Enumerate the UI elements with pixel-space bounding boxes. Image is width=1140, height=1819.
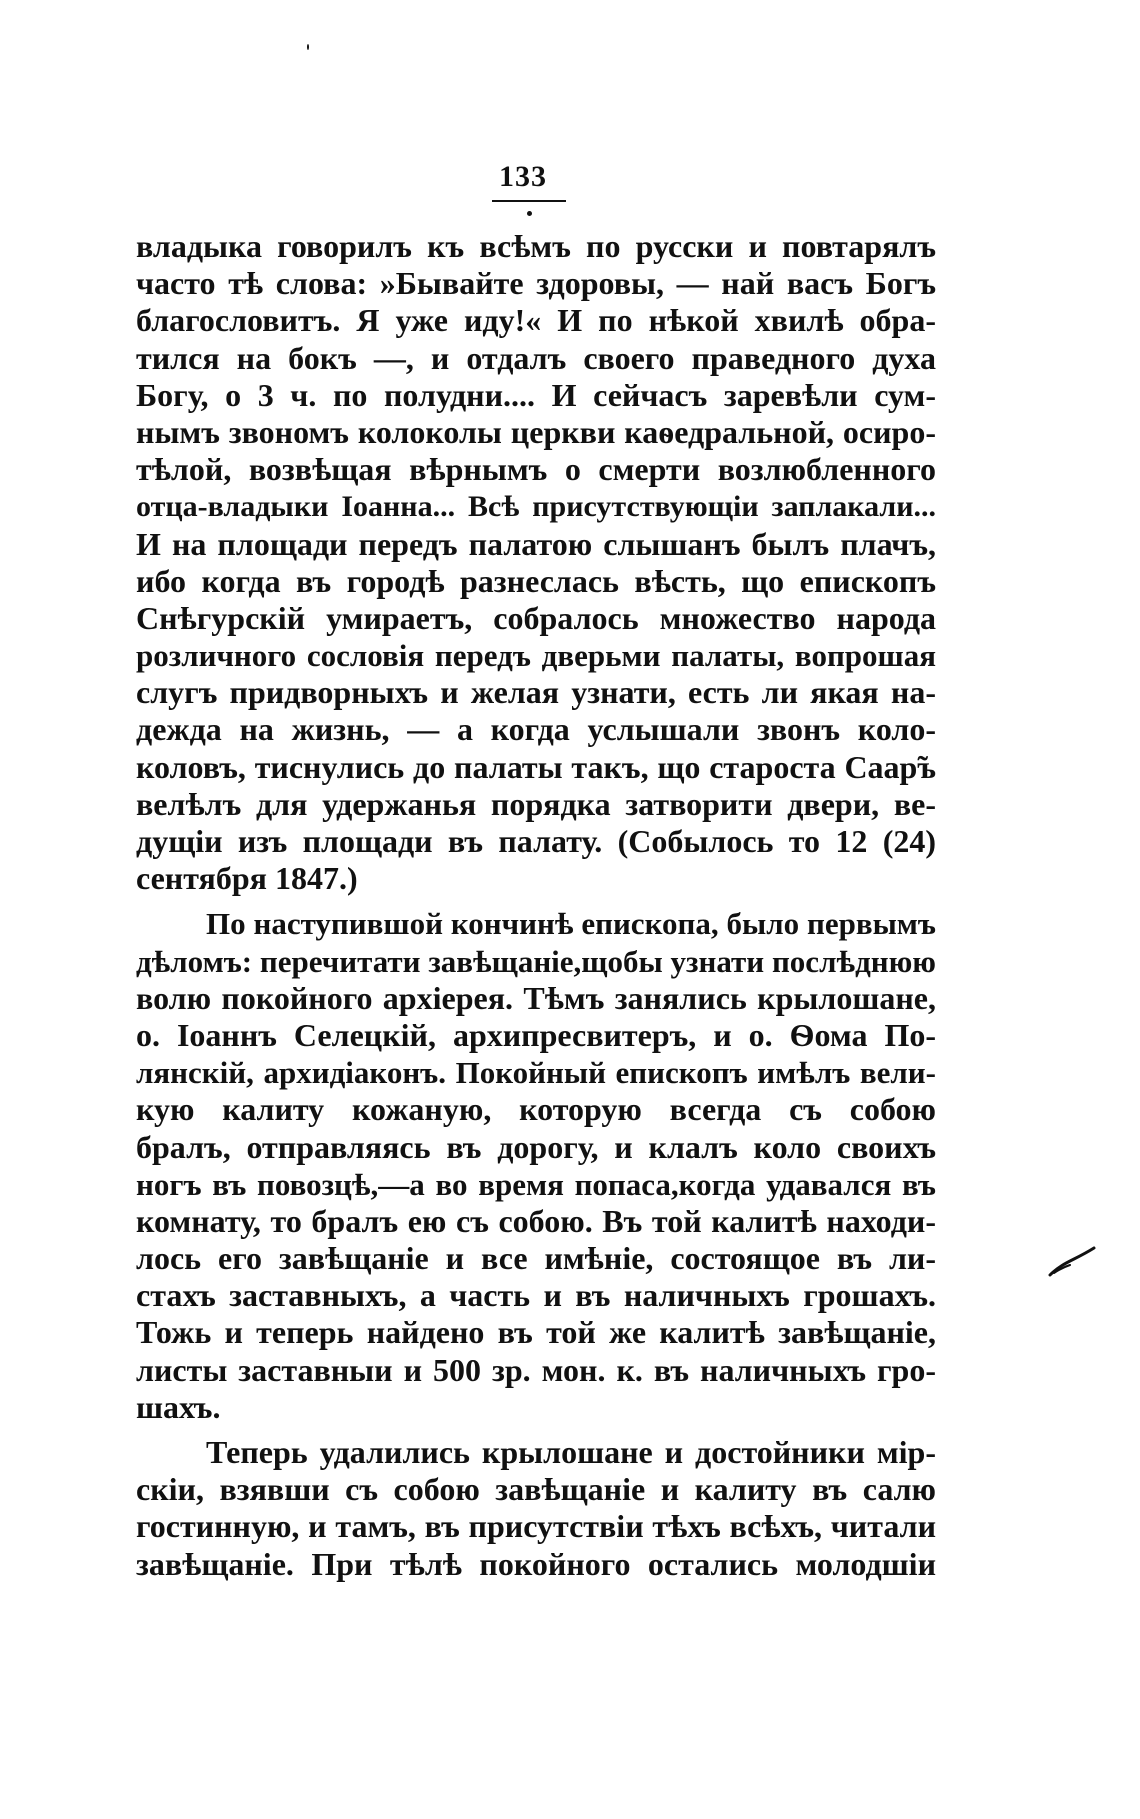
text-line: ибо когда въ городѣ разнеслась вѣсть, що епископъ [136,562,936,599]
text-line: часто тѣ слова: »Бывайте здоровы, — най васъ Богъ [136,265,936,302]
text-line: стахъ заставныхъ, а часть и въ наличныхъ грошахъ. [136,1277,936,1314]
text-line: комнату, то бралъ ею съ собою. Въ той калитѣ находи- [136,1202,936,1239]
text-line: Тожь и теперь найдено въ той же калитѣ завѣщаніе, [136,1314,936,1351]
ink-speck [307,44,309,50]
page-number: 133 [499,160,547,193]
text-line: благословитъ. Я уже иду!« И по нѣкой хвилѣ обра- [136,302,936,339]
text-line: розличного сословія передъ дверьми палаты, вопрошая [136,638,936,674]
text-line: ногъ въ повозцѣ,—а во время попаса,когда удавался въ [136,1166,936,1202]
text-line: лянскій, архидіаконъ. Покойный епископъ имѣлъ вели- [136,1055,936,1091]
text-line: кую калиту кожаную, которую всегда съ собою [136,1091,936,1128]
pencil-mark [1048,1245,1096,1279]
text-line: слугъ придворныхъ и желая узнати, есть ли якая на- [136,674,936,711]
text-line: По наступившой кончинѣ епископа, было первымъ [206,906,936,942]
text-line: Снѣгурскій умираетъ, собралось множество народа [136,599,936,636]
paragraph-3 [136,1434,936,1583]
text-line: коловъ, тиснулись до палаты такъ, що староста Саар̃ъ [136,748,936,785]
paragraph-1 [136,228,936,897]
paragraph-2 [136,905,936,1426]
text-line: волю покойного архіерея. Тѣмъ занялись крылошане, [136,979,936,1016]
body-text [136,228,936,1583]
text-line: дущіи изъ площади въ палату. (Собылось то 12 (24) [136,823,936,859]
text-line: листы заставныи и 500 зр. мон. к. въ наличныхъ гро- [136,1351,936,1388]
text-line: тился на бокъ —, и отдалъ своего праведного духа [136,339,936,376]
text-line: Богу, о 3 ч. по полудни.... И сейчасъ заревѣли сум- [136,376,936,413]
page-number-underline [492,200,566,202]
text-line: И на площади передъ палатою слышанъ былъ плачъ, [136,525,936,562]
text-line: шахъ. [136,1388,221,1425]
paragraph-gap [136,897,936,905]
text-line: о. Іоаннъ Селецкій, архипресвитеръ, и о. Ѳома По- [136,1016,936,1053]
text-line: нымъ звономъ колоколы церкви каѳедральной, осиро- [136,413,936,450]
text-line: отца-владыки Іоанна... Всѣ присутствующіи заплакали... [136,490,936,524]
text-line: дежда на жизнь, — а когда услышали звонъ коло- [136,711,936,748]
text-line: владыка говорилъ къ всѣмъ по русски и повтарялъ [136,228,936,264]
text-line: гостинную, и тамъ, въ присутствіи тѣхъ всѣхъ, читали [136,1508,936,1545]
text-line: сентября 1847.) [136,860,358,897]
text-line: дѣломъ: перечитати завѣщаніе,щобы узнати послѣднюю [136,943,936,979]
ink-speck [527,211,532,216]
text-line: тѣлой, возвѣщая вѣрнымъ о смерти возлюбленного [136,451,936,488]
text-line: велѣлъ для удержанья порядка затворити двери, ве- [136,785,936,822]
paragraph-gap [136,1426,936,1434]
text-line: Теперь удалились крылошане и достойники мір- [206,1434,936,1470]
text-line: лось его завѣщаніе и все имѣніе, состоящое въ ли- [136,1240,936,1277]
text-line: завѣщаніе. При тѣлѣ покойного остались молодшіи [136,1545,936,1582]
text-line: скіи, взявши съ собою завѣщаніе и калиту въ салю [136,1471,936,1508]
text-line: бралъ, отправляясь въ дорогу, и клалъ коло своихъ [136,1128,936,1165]
